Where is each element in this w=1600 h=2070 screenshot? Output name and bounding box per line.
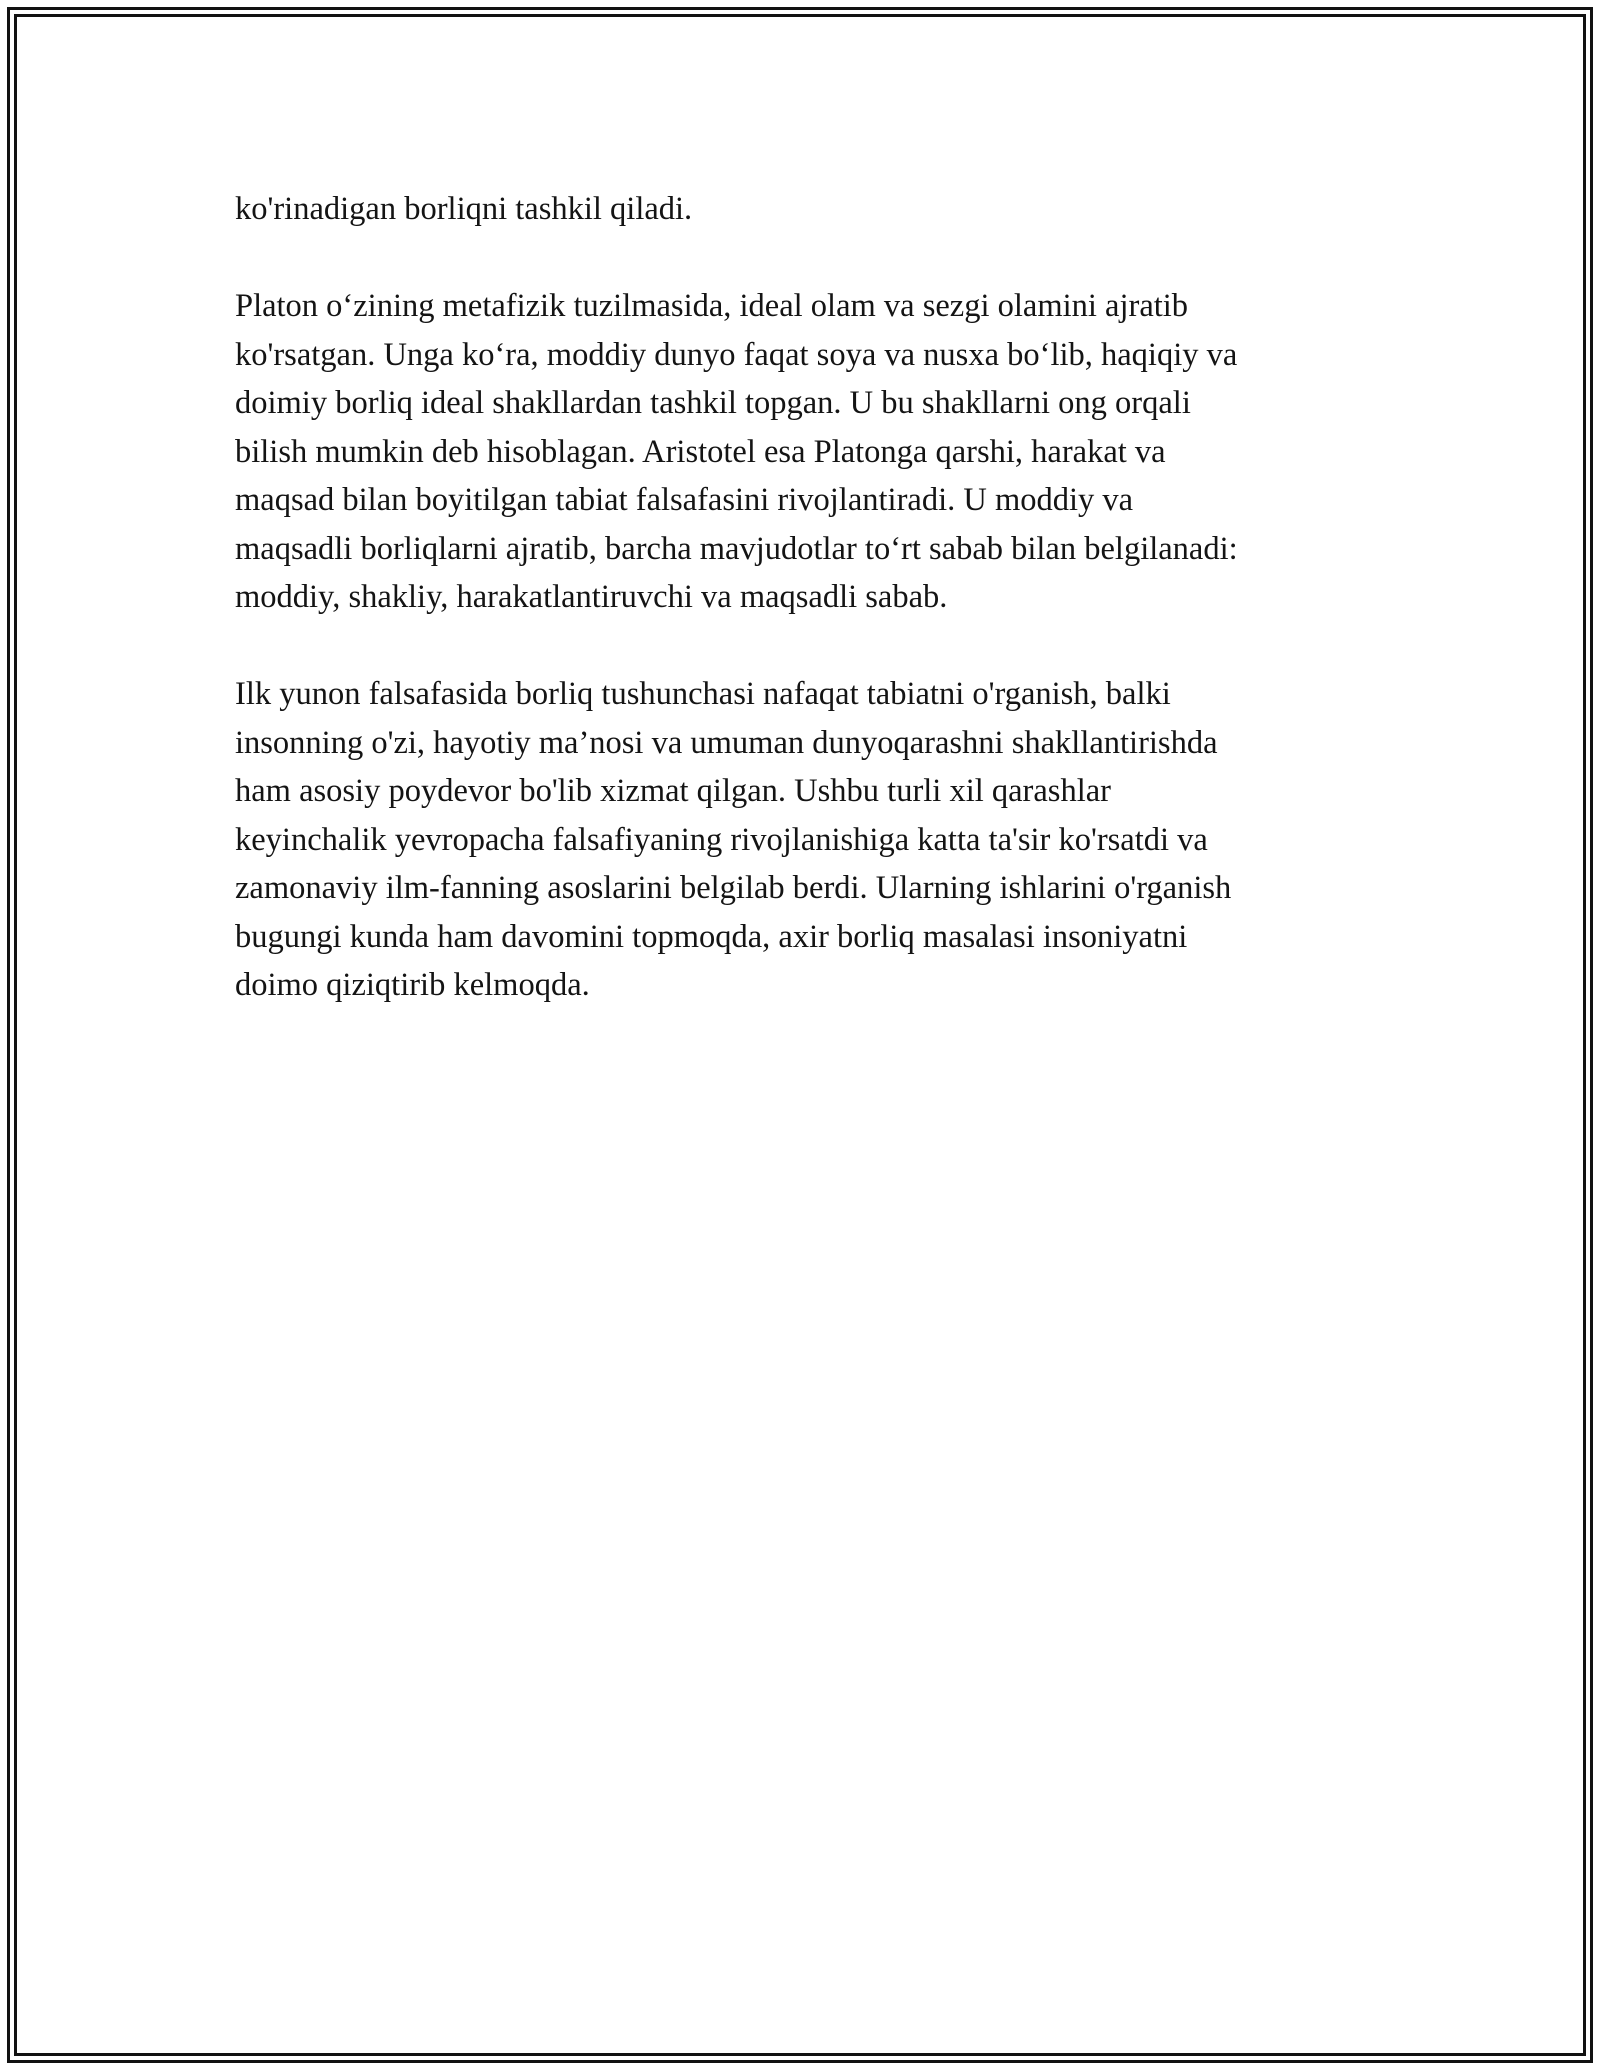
text-line: ko'rinadigan borliqni tashkil qiladi. (235, 191, 693, 227)
text-line: Platon o‘zining metafizik tuzilmasida, ideal olam va sezgi olamini ajratib (235, 288, 1189, 324)
text-line: doimo qiziqtirib kelmoqda. (235, 967, 590, 1003)
text-line: doimiy borliq ideal shakllardan tashkil topgan. U bu shakllarni ong orqali (235, 385, 1191, 421)
paragraph-1 (235, 185, 1385, 234)
text-line: bugungi kunda ham davomini topmoqda, axir borliq masalasi insoniyatni (235, 918, 1188, 955)
text-line: Ilk yunon falsafasida borliq tushunchasi nafaqat tabiatni o'rganish, balki (235, 676, 1171, 712)
text-line: ko'rsatgan. Unga ko‘ra, moddiy dunyo faqat soya va nusxa bo‘lib, haqiqiy va (235, 336, 1238, 373)
text-line: moddiy, shakliy, harakatlantiruvchi va maqsadli sabab. (235, 579, 948, 615)
paragraph-2 (235, 282, 1385, 622)
text-line: bilish mumkin deb hisoblagan. Aristotel esa Platonga qarshi, harakat va (235, 433, 1166, 470)
document-body (235, 185, 1385, 1058)
text-line: insonning o'zi, hayotiy ma’nosi va umuman dunyoqarashni shakllantirishda (235, 724, 1218, 761)
text-line: ham asosiy poydevor bo'lib xizmat qilgan. Ushbu turli xil qarashlar (235, 773, 1111, 809)
text-line: zamonaviy ilm-fanning asoslarini belgilab berdi. Ularning ishlarini o'rganish (235, 870, 1232, 906)
text-line: maqsad bilan boyitilgan tabiat falsafasini rivojlantiradi. U moddiy va (235, 482, 1134, 518)
text-line: maqsadli borliqlarni ajratib, barcha mavjudotlar to‘rt sabab bilan belgilanadi: (235, 530, 1238, 567)
text-line: keyinchalik yevropacha falsafiyaning rivojlanishiga katta ta'sir ko'rsatdi va (235, 821, 1208, 858)
paragraph-3 (235, 670, 1385, 1010)
